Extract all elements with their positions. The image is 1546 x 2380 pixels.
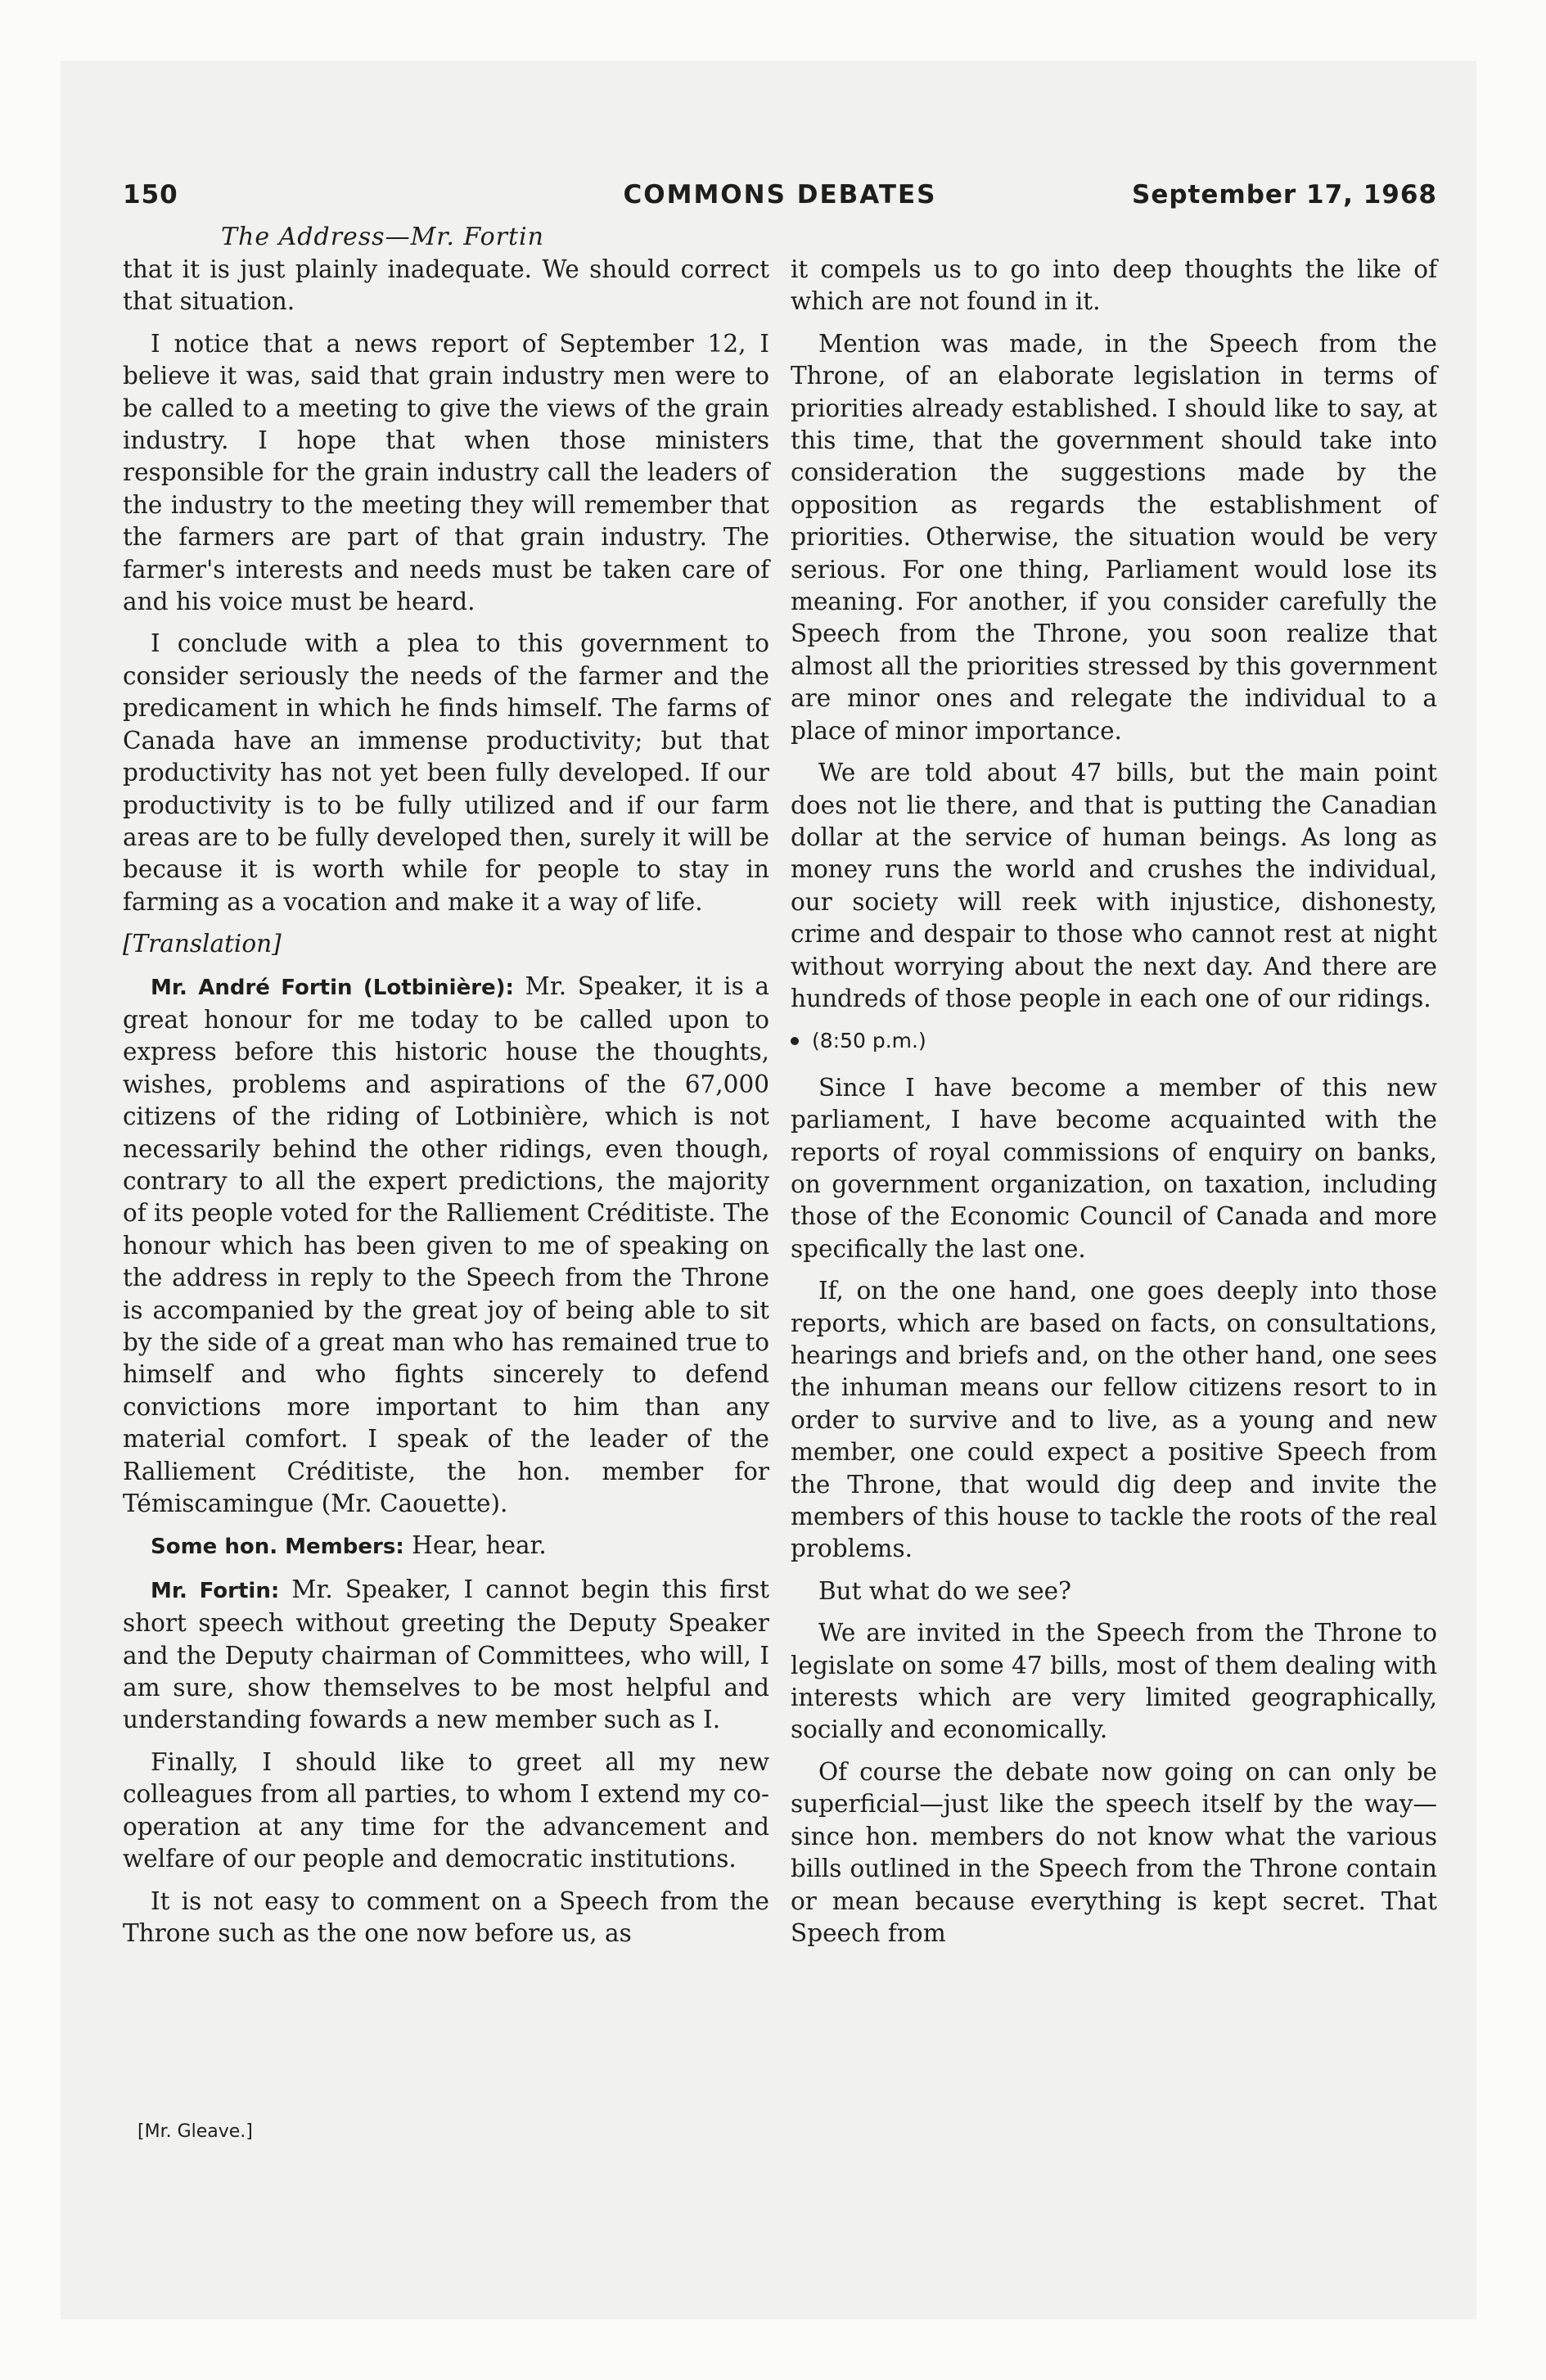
speech-paragraph (123, 971, 769, 1521)
bullet-icon (791, 1037, 799, 1045)
paragraph: We are told about 47 bills, but the main point does not lie there, and that is putting the Canadian dollar at the service of human beings. As long as money runs the world and crushes the individual, our society will reek with injustice, dishonesty, crime and despair to those who cannot rest at night without worrying about the next day. And there are hundreds of those people in each one of our ridings. (791, 759, 1437, 1012)
publication-date: September 17, 1968 (1132, 180, 1437, 210)
speaker-name: Mr. Fortin: (151, 1578, 280, 1603)
paragraph: Of course the debate now going on can only be superficial—just like the speech itself by the way—since hon. members do not know what the various bills outlined in the Speech from the Throne contain or mean because everything is kept secret. That Speech from (791, 1757, 1437, 1947)
paragraph: I conclude with a plea to this government to consider seriously the needs of the farmer and the predicament in which he finds himself. The farms of Canada have an immense productivity; but that productivity has not yet been fully developed. If our productivity is to be fully utilized and if our farm areas are to be fully developed then, surely it will be because it is worth while for people to stay in farming as a vocation and make it a way of life. (123, 629, 769, 916)
paragraph: If, on the one hand, one goes deeply into those reports, which are based on facts, on consultations, hearings and briefs and, on the other hand, one sees the inhuman means our fellow citizens resort to in order to survive and to live, as a young and new member, one could expect a positive Speech from the Throne, that would dig deep and invite the members of this house to tackle the roots of the real problems. (791, 1277, 1437, 1563)
speech-text: Mr. Speaker, it is a great honour for me today to be called upon to express before this historic house the thoughts, wishes, problems and aspirations of the 67,000 citizens of the riding of Lotbinière, which is not necessarily behind the other ridings, even though, contrary to all the expert predictions, the majority of its people voted for the Ralliement Créditiste. The honour which has been given to me of speaking on the address in reply to the Speech from the Throne is accompanied by the great joy of being able to sit by the side of a great man who has remained true to himself and who fights sincerely to defend convictions more important to him than any material comfort. I speak of the leader of the Ralliement Créditiste, the hon. member for Témiscamingue (Mr. Caouette). (123, 971, 769, 1518)
paragraph: Finally, I should like to greet all my new colleagues from all parties, to whom I extend my co-operation at any time for the advancement and welfare of our people and democratic institutions. (123, 1747, 769, 1873)
time-marker (791, 1025, 1437, 1057)
footnote: [Mr. Gleave.] (137, 2121, 253, 2142)
paragraph: Mention was made, in the Speech from the Throne, of an elaborate legislation in terms of priorities already established. I should like to say, at this time, that the government should take into consideration the suggestions made by the opposition as regards the establishment of priorities. Otherwise, the situation would be very serious. For one thing, Parliament would lose its meaning. For another, if you consider carefully the Speech from the Throne, you soon realize that almost all the priorities stressed by this government are minor ones and relegate the individual to a place of minor importance. (791, 329, 1437, 745)
time-text: (8:50 p.m.) (812, 1029, 926, 1053)
speech-text: Mr. Speaker, I cannot begin this first short speech without greeting the Deputy Speaker and the Deputy chairman of Committees, who will, I am sure, show themselves to be most helpful and understanding fowards a new member such as I. (123, 1575, 769, 1734)
paragraph: that it is just plainly inadequate. We should correct that situation. (123, 255, 769, 316)
page-header (123, 180, 1437, 221)
publication-title: COMMONS DEBATES (623, 180, 937, 210)
speech-paragraph (123, 1574, 769, 1737)
paragraph: Since I have become a member of this new parliament, I have become acquainted with the reports of royal commissions of enquiry on banks, on government organization, on taxation, including those of the Economic Council of Canada and more specifically the last one. (791, 1073, 1437, 1263)
speaker-name: Some hon. Members: (151, 1535, 404, 1560)
paragraph: But what do we see? (818, 1576, 1071, 1605)
section-subheader: The Address—Mr. Fortin (221, 223, 544, 251)
page-number: 150 (123, 180, 178, 210)
speaker-name: Mr. André Fortin (Lotbinière): (151, 975, 514, 1000)
translation-label: [Translation] (123, 930, 282, 958)
left-column (123, 254, 769, 1959)
speech-text: Hear, hear. (412, 1531, 547, 1560)
paragraph: We are invited in the Speech from the Throne to legislate on some 47 bills, most of them dealing with interests which are very limited geographically, socially and economically. (791, 1619, 1437, 1744)
paragraph: it compels us to go into deep thoughts the like of which are not found in it. (791, 255, 1437, 316)
speech-paragraph (123, 1530, 769, 1563)
paragraph: It is not easy to comment on a Speech from the Throne such as the one now before us, as (123, 1886, 769, 1947)
paragraph: I notice that a news report of September 12, I believe it was, said that grain industry men were to be called to a meeting to give the views of the grain industry. I hope that when those ministers responsible for the grain industry call the leaders of the industry to the meeting they will remember that the farmers are part of that grain industry. The farmer's interests and needs must be taken care of and his voice must be heard. (123, 329, 769, 616)
right-column (791, 254, 1437, 1959)
